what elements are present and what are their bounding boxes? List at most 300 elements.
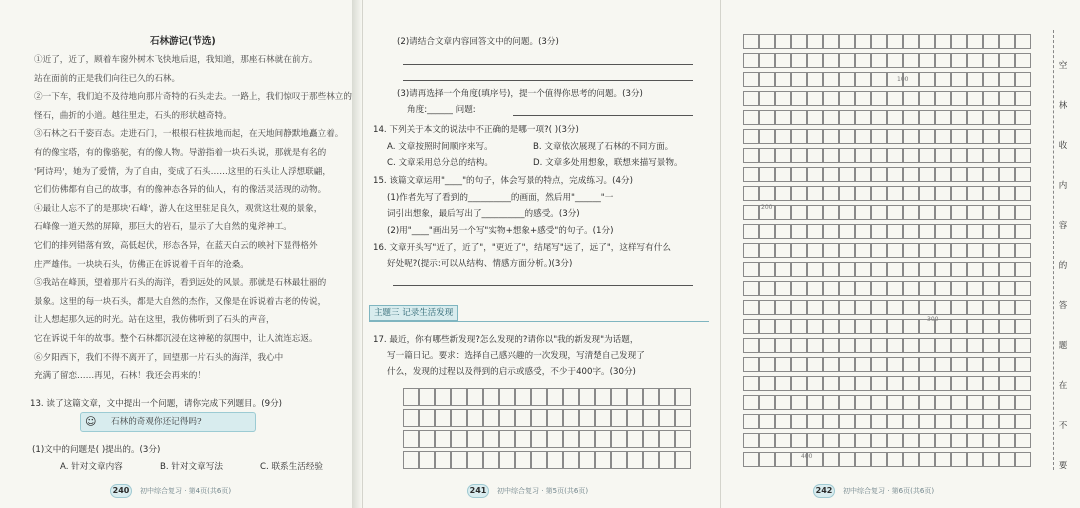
grid-cell[interactable]	[967, 414, 983, 429]
grid-cell[interactable]	[855, 452, 871, 467]
grid-cell[interactable]	[775, 243, 791, 258]
grid-cell[interactable]	[823, 452, 839, 467]
grid-cell[interactable]	[1015, 91, 1031, 106]
grid-cell[interactable]	[775, 395, 791, 410]
grid-cell[interactable]	[999, 243, 1015, 258]
grid-cell[interactable]	[967, 205, 983, 220]
grid-cell[interactable]	[1015, 395, 1031, 410]
grid-cell[interactable]	[839, 186, 855, 201]
grid-cell[interactable]	[967, 300, 983, 315]
grid-cell[interactable]	[659, 409, 675, 427]
grid-cell[interactable]	[839, 452, 855, 467]
grid-cell[interactable]	[855, 357, 871, 372]
grid-cell[interactable]	[887, 433, 903, 448]
grid-cell[interactable]	[823, 186, 839, 201]
grid-cell[interactable]	[419, 388, 435, 406]
grid-cell[interactable]	[807, 433, 823, 448]
grid-cell[interactable]	[743, 243, 759, 258]
grid-cell[interactable]	[903, 338, 919, 353]
grid-cell[interactable]	[919, 129, 935, 144]
grid-cell[interactable]	[775, 319, 791, 334]
grid-cell[interactable]	[983, 357, 999, 372]
grid-cell[interactable]	[403, 388, 419, 406]
grid-cell[interactable]	[935, 300, 951, 315]
grid-cell[interactable]	[967, 281, 983, 296]
grid-cell[interactable]	[839, 53, 855, 68]
grid-cell[interactable]	[515, 409, 531, 427]
grid-cell[interactable]	[791, 224, 807, 239]
grid-cell[interactable]	[871, 281, 887, 296]
grid-cell[interactable]	[611, 409, 627, 427]
grid-cell[interactable]	[967, 110, 983, 125]
grid-cell[interactable]	[823, 281, 839, 296]
grid-cell[interactable]	[611, 388, 627, 406]
grid-cell[interactable]	[871, 433, 887, 448]
grid-cell[interactable]	[903, 205, 919, 220]
grid-cell[interactable]	[887, 243, 903, 258]
grid-cell[interactable]	[983, 319, 999, 334]
grid-cell[interactable]	[999, 224, 1015, 239]
grid-cell[interactable]	[887, 167, 903, 182]
grid-cell[interactable]	[871, 72, 887, 87]
grid-cell[interactable]	[467, 451, 483, 469]
grid-cell[interactable]	[775, 414, 791, 429]
grid-cell[interactable]	[855, 224, 871, 239]
grid-cell[interactable]	[871, 224, 887, 239]
grid-cell[interactable]	[903, 357, 919, 372]
grid-cell[interactable]	[887, 53, 903, 68]
grid-cell[interactable]	[839, 281, 855, 296]
grid-cell[interactable]	[775, 91, 791, 106]
grid-cell[interactable]	[903, 110, 919, 125]
grid-cell[interactable]	[1015, 167, 1031, 182]
grid-cell[interactable]	[855, 72, 871, 87]
grid-cell[interactable]	[871, 357, 887, 372]
grid-cell[interactable]	[919, 110, 935, 125]
grid-cell[interactable]	[951, 34, 967, 49]
grid-cell[interactable]	[839, 91, 855, 106]
grid-cell[interactable]	[951, 91, 967, 106]
grid-cell[interactable]	[759, 395, 775, 410]
grid-cell[interactable]	[1015, 357, 1031, 372]
grid-cell[interactable]	[887, 376, 903, 391]
grid-cell[interactable]	[675, 388, 691, 406]
grid-cell[interactable]	[579, 409, 595, 427]
grid-cell[interactable]	[983, 281, 999, 296]
grid-cell[interactable]	[871, 205, 887, 220]
grid-cell[interactable]	[467, 430, 483, 448]
grid-cell[interactable]	[919, 338, 935, 353]
grid-cell[interactable]	[871, 319, 887, 334]
grid-cell[interactable]	[1015, 376, 1031, 391]
grid-cell[interactable]	[999, 357, 1015, 372]
grid-cell[interactable]	[855, 243, 871, 258]
grid-cell[interactable]	[935, 34, 951, 49]
grid-cell[interactable]	[759, 91, 775, 106]
grid-cell[interactable]	[743, 91, 759, 106]
grid-cell[interactable]	[855, 319, 871, 334]
grid-cell[interactable]	[999, 34, 1015, 49]
grid-cell[interactable]	[887, 224, 903, 239]
grid-cell[interactable]	[823, 376, 839, 391]
grid-cell[interactable]	[983, 262, 999, 277]
grid-cell[interactable]	[871, 262, 887, 277]
grid-cell[interactable]	[855, 338, 871, 353]
grid-cell[interactable]	[419, 451, 435, 469]
grid-cell[interactable]	[775, 357, 791, 372]
grid-cell[interactable]	[1015, 110, 1031, 125]
grid-cell[interactable]	[743, 395, 759, 410]
grid-cell[interactable]	[967, 34, 983, 49]
grid-cell[interactable]	[743, 338, 759, 353]
grid-cell[interactable]	[983, 300, 999, 315]
grid-cell[interactable]	[887, 300, 903, 315]
grid-cell[interactable]	[967, 243, 983, 258]
grid-cell[interactable]	[775, 167, 791, 182]
grid-cell[interactable]	[563, 451, 579, 469]
grid-cell[interactable]	[403, 451, 419, 469]
grid-cell[interactable]	[871, 338, 887, 353]
grid-cell[interactable]	[1015, 186, 1031, 201]
grid-cell[interactable]	[419, 430, 435, 448]
grid-cell[interactable]	[547, 409, 563, 427]
grid-cell[interactable]	[467, 409, 483, 427]
grid-cell[interactable]	[1015, 224, 1031, 239]
grid-cell[interactable]	[775, 452, 791, 467]
grid-cell[interactable]	[871, 376, 887, 391]
grid-cell[interactable]	[967, 433, 983, 448]
grid-cell[interactable]	[983, 72, 999, 87]
grid-cell[interactable]	[871, 414, 887, 429]
grid-cell[interactable]	[887, 148, 903, 163]
grid-cell[interactable]	[983, 338, 999, 353]
grid-cell[interactable]	[791, 319, 807, 334]
grid-cell[interactable]	[887, 205, 903, 220]
grid-cell[interactable]	[791, 72, 807, 87]
grid-cell[interactable]	[951, 148, 967, 163]
grid-cell[interactable]	[839, 72, 855, 87]
grid-cell[interactable]	[807, 243, 823, 258]
grid-cell[interactable]	[951, 300, 967, 315]
grid-cell[interactable]	[611, 451, 627, 469]
grid-cell[interactable]	[483, 430, 499, 448]
grid-cell[interactable]	[951, 338, 967, 353]
grid-cell[interactable]	[499, 388, 515, 406]
grid-cell[interactable]	[983, 148, 999, 163]
grid-cell[interactable]	[887, 110, 903, 125]
grid-cell[interactable]	[743, 376, 759, 391]
grid-cell[interactable]	[855, 129, 871, 144]
grid-cell[interactable]	[823, 395, 839, 410]
grid-cell[interactable]	[871, 300, 887, 315]
grid-cell[interactable]	[967, 148, 983, 163]
grid-cell[interactable]	[775, 300, 791, 315]
grid-cell[interactable]	[903, 319, 919, 334]
grid-cell[interactable]	[807, 281, 823, 296]
grid-cell[interactable]	[743, 357, 759, 372]
grid-cell[interactable]	[887, 357, 903, 372]
grid-cell[interactable]	[903, 34, 919, 49]
grid-cell[interactable]	[1015, 338, 1031, 353]
grid-cell[interactable]	[1015, 319, 1031, 334]
grid-cell[interactable]	[823, 319, 839, 334]
grid-cell[interactable]	[775, 262, 791, 277]
grid-cell[interactable]	[983, 452, 999, 467]
grid-cell[interactable]	[919, 376, 935, 391]
grid-cell[interactable]	[1015, 300, 1031, 315]
grid-cell[interactable]	[807, 129, 823, 144]
grid-cell[interactable]	[579, 430, 595, 448]
grid-cell[interactable]	[919, 148, 935, 163]
grid-cell[interactable]	[499, 451, 515, 469]
grid-cell[interactable]	[967, 452, 983, 467]
grid-cell[interactable]	[887, 414, 903, 429]
grid-cell[interactable]	[983, 224, 999, 239]
grid-cell[interactable]	[903, 129, 919, 144]
grid-cell[interactable]	[871, 91, 887, 106]
grid-cell[interactable]	[951, 262, 967, 277]
grid-cell[interactable]	[1015, 53, 1031, 68]
grid-cell[interactable]	[791, 414, 807, 429]
grid-cell[interactable]	[887, 34, 903, 49]
grid-cell[interactable]	[643, 409, 659, 427]
grid-cell[interactable]	[451, 409, 467, 427]
grid-cell[interactable]	[775, 110, 791, 125]
grid-cell[interactable]	[483, 409, 499, 427]
grid-cell[interactable]	[951, 53, 967, 68]
grid-cell[interactable]	[919, 34, 935, 49]
grid-cell[interactable]	[839, 376, 855, 391]
essay-grid[interactable]	[403, 388, 691, 469]
grid-cell[interactable]	[935, 414, 951, 429]
grid-cell[interactable]	[999, 376, 1015, 391]
grid-cell[interactable]	[515, 451, 531, 469]
grid-cell[interactable]	[759, 319, 775, 334]
grid-cell[interactable]	[791, 34, 807, 49]
grid-cell[interactable]	[903, 281, 919, 296]
grid-cell[interactable]	[935, 167, 951, 182]
grid-cell[interactable]	[887, 319, 903, 334]
grid-cell[interactable]	[775, 53, 791, 68]
grid-cell[interactable]	[759, 186, 775, 201]
grid-cell[interactable]	[807, 34, 823, 49]
grid-cell[interactable]	[855, 205, 871, 220]
grid-cell[interactable]	[839, 319, 855, 334]
grid-cell[interactable]	[983, 243, 999, 258]
grid-cell[interactable]	[807, 72, 823, 87]
grid-cell[interactable]	[743, 167, 759, 182]
grid-cell[interactable]	[967, 224, 983, 239]
grid-cell[interactable]	[919, 243, 935, 258]
grid-cell[interactable]	[887, 91, 903, 106]
grid-cell[interactable]	[791, 148, 807, 163]
grid-cell[interactable]	[807, 167, 823, 182]
grid-cell[interactable]	[839, 395, 855, 410]
grid-cell[interactable]	[967, 53, 983, 68]
grid-cell[interactable]	[855, 167, 871, 182]
grid-cell[interactable]	[791, 167, 807, 182]
grid-cell[interactable]	[547, 430, 563, 448]
grid-cell[interactable]	[983, 205, 999, 220]
grid-cell[interactable]	[743, 262, 759, 277]
grid-cell[interactable]	[871, 243, 887, 258]
grid-cell[interactable]	[887, 452, 903, 467]
grid-cell[interactable]	[935, 452, 951, 467]
grid-cell[interactable]	[903, 300, 919, 315]
grid-cell[interactable]	[935, 129, 951, 144]
grid-cell[interactable]	[1015, 452, 1031, 467]
grid-cell[interactable]	[775, 34, 791, 49]
grid-cell[interactable]	[675, 451, 691, 469]
grid-cell[interactable]	[807, 319, 823, 334]
grid-cell[interactable]	[563, 430, 579, 448]
grid-cell[interactable]	[855, 376, 871, 391]
grid-cell[interactable]	[743, 452, 759, 467]
grid-cell[interactable]	[791, 186, 807, 201]
grid-cell[interactable]	[999, 452, 1015, 467]
grid-cell[interactable]	[935, 395, 951, 410]
grid-cell[interactable]	[775, 376, 791, 391]
grid-cell[interactable]	[563, 388, 579, 406]
grid-cell[interactable]	[951, 129, 967, 144]
grid-cell[interactable]	[807, 338, 823, 353]
grid-cell[interactable]	[839, 129, 855, 144]
grid-cell[interactable]	[759, 452, 775, 467]
grid-cell[interactable]	[951, 357, 967, 372]
grid-cell[interactable]	[531, 409, 547, 427]
grid-cell[interactable]	[807, 148, 823, 163]
grid-cell[interactable]	[983, 376, 999, 391]
grid-cell[interactable]	[595, 430, 611, 448]
grid-cell[interactable]	[1015, 262, 1031, 277]
grid-cell[interactable]	[595, 409, 611, 427]
grid-cell[interactable]	[967, 91, 983, 106]
grid-cell[interactable]	[887, 281, 903, 296]
grid-cell[interactable]	[983, 433, 999, 448]
grid-cell[interactable]	[823, 148, 839, 163]
grid-cell[interactable]	[855, 433, 871, 448]
grid-cell[interactable]	[983, 395, 999, 410]
grid-cell[interactable]	[983, 91, 999, 106]
grid-cell[interactable]	[775, 205, 791, 220]
grid-cell[interactable]	[823, 53, 839, 68]
grid-cell[interactable]	[967, 262, 983, 277]
grid-cell[interactable]	[807, 262, 823, 277]
grid-cell[interactable]	[759, 357, 775, 372]
grid-cell[interactable]	[839, 414, 855, 429]
grid-cell[interactable]	[935, 53, 951, 68]
grid-cell[interactable]	[935, 72, 951, 87]
grid-cell[interactable]	[999, 414, 1015, 429]
grid-cell[interactable]	[903, 186, 919, 201]
grid-cell[interactable]	[823, 433, 839, 448]
grid-cell[interactable]	[791, 376, 807, 391]
grid-cell[interactable]	[855, 262, 871, 277]
grid-cell[interactable]	[791, 262, 807, 277]
grid-cell[interactable]	[675, 430, 691, 448]
grid-cell[interactable]	[967, 319, 983, 334]
grid-cell[interactable]	[807, 395, 823, 410]
grid-cell[interactable]	[743, 53, 759, 68]
grid-cell[interactable]	[967, 129, 983, 144]
grid-cell[interactable]	[999, 91, 1015, 106]
grid-cell[interactable]	[1015, 72, 1031, 87]
grid-cell[interactable]	[903, 414, 919, 429]
grid-cell[interactable]	[919, 262, 935, 277]
grid-cell[interactable]	[967, 186, 983, 201]
grid-cell[interactable]	[563, 409, 579, 427]
grid-cell[interactable]	[743, 300, 759, 315]
grid-cell[interactable]	[759, 433, 775, 448]
grid-cell[interactable]	[743, 414, 759, 429]
grid-cell[interactable]	[951, 167, 967, 182]
grid-cell[interactable]	[627, 388, 643, 406]
grid-cell[interactable]	[951, 281, 967, 296]
grid-cell[interactable]	[759, 224, 775, 239]
grid-cell[interactable]	[823, 167, 839, 182]
grid-cell[interactable]	[919, 205, 935, 220]
grid-cell[interactable]	[659, 430, 675, 448]
grid-cell[interactable]	[855, 53, 871, 68]
grid-cell[interactable]	[999, 167, 1015, 182]
grid-cell[interactable]	[743, 281, 759, 296]
grid-cell[interactable]	[759, 300, 775, 315]
grid-cell[interactable]	[759, 129, 775, 144]
grid-cell[interactable]	[483, 451, 499, 469]
grid-cell[interactable]	[823, 262, 839, 277]
grid-cell[interactable]	[903, 395, 919, 410]
grid-cell[interactable]	[839, 167, 855, 182]
grid-cell[interactable]	[483, 388, 499, 406]
grid-cell[interactable]	[807, 300, 823, 315]
grid-cell[interactable]	[515, 430, 531, 448]
grid-cell[interactable]	[935, 148, 951, 163]
grid-cell[interactable]	[1015, 129, 1031, 144]
grid-cell[interactable]	[743, 319, 759, 334]
grid-cell[interactable]	[919, 452, 935, 467]
grid-cell[interactable]	[791, 53, 807, 68]
grid-cell[interactable]	[775, 129, 791, 144]
grid-cell[interactable]	[791, 338, 807, 353]
grid-cell[interactable]	[999, 433, 1015, 448]
grid-cell[interactable]	[435, 451, 451, 469]
grid-cell[interactable]	[855, 186, 871, 201]
grid-cell[interactable]	[871, 186, 887, 201]
grid-cell[interactable]	[743, 110, 759, 125]
grid-cell[interactable]	[595, 451, 611, 469]
grid-cell[interactable]	[807, 357, 823, 372]
grid-cell[interactable]	[791, 243, 807, 258]
grid-cell[interactable]	[759, 34, 775, 49]
grid-cell[interactable]	[967, 338, 983, 353]
grid-cell[interactable]	[903, 53, 919, 68]
grid-cell[interactable]	[999, 110, 1015, 125]
grid-cell[interactable]	[999, 148, 1015, 163]
grid-cell[interactable]	[903, 167, 919, 182]
grid-cell[interactable]	[1015, 148, 1031, 163]
grid-cell[interactable]	[839, 224, 855, 239]
grid-cell[interactable]	[903, 376, 919, 391]
grid-cell[interactable]	[643, 430, 659, 448]
grid-cell[interactable]	[611, 430, 627, 448]
grid-cell[interactable]	[1015, 34, 1031, 49]
grid-cell[interactable]	[759, 167, 775, 182]
grid-cell[interactable]	[743, 186, 759, 201]
grid-cell[interactable]	[759, 376, 775, 391]
grid-cell[interactable]	[919, 433, 935, 448]
grid-cell[interactable]	[775, 72, 791, 87]
grid-cell[interactable]	[839, 34, 855, 49]
